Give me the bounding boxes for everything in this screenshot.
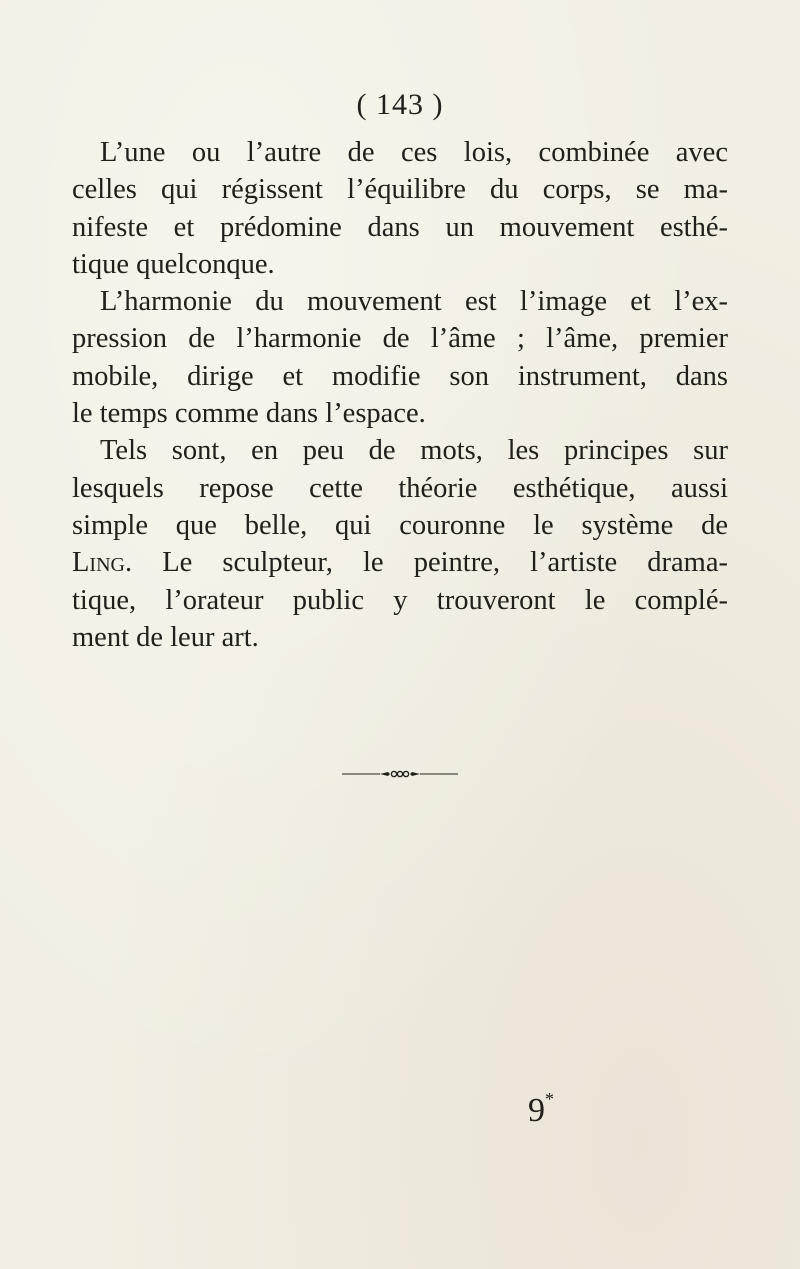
author-name-ling: Ling	[72, 547, 125, 579]
ornament-svg	[340, 768, 460, 780]
paragraph-1	[72, 134, 728, 283]
text-fragment: . Le sculpteur, le peintre, l’artiste drama-	[124, 547, 728, 579]
text-line: ment de leur art.	[72, 621, 259, 653]
text-line: simple que belle, qui couronne le système de	[72, 509, 728, 541]
text-line: L’une ou l’autre de ces lois, combinée avec	[100, 137, 728, 168]
signature-number: 9	[528, 1092, 545, 1129]
text-line: mobile, dirige et modifie son instrument, dans	[72, 360, 728, 392]
text-line: nifeste et prédomine dans un mouvement esthé-	[72, 211, 728, 243]
paragraph-3	[72, 432, 728, 656]
signature-star: *	[545, 1089, 554, 1109]
text-line: L’harmonie du mouvement est l’image et l’ex-	[100, 286, 728, 318]
tailpiece-ornament-icon	[0, 768, 800, 780]
text-line: Tels sont, en peu de mots, les principes sur	[100, 435, 728, 467]
text-line-with-name	[72, 544, 728, 581]
paragraph-2	[72, 283, 728, 432]
signature-mark	[528, 1089, 554, 1130]
text-line: le temps comme dans l’espace.	[72, 398, 426, 430]
text-line: tique, l’orateur public y trouveront le complé-	[72, 584, 728, 616]
text-line: lesquels repose cette théorie esthétique, aussi	[72, 472, 728, 504]
page-number: ( 143 )	[356, 88, 444, 121]
text-line: celles qui régissent l’équilibre du corps, se ma-	[72, 174, 728, 206]
text-line: pression de l’harmonie de l’âme ; l’âme, premier	[72, 323, 728, 355]
text-line: tique quelconque.	[72, 248, 275, 280]
body-text	[72, 134, 728, 656]
